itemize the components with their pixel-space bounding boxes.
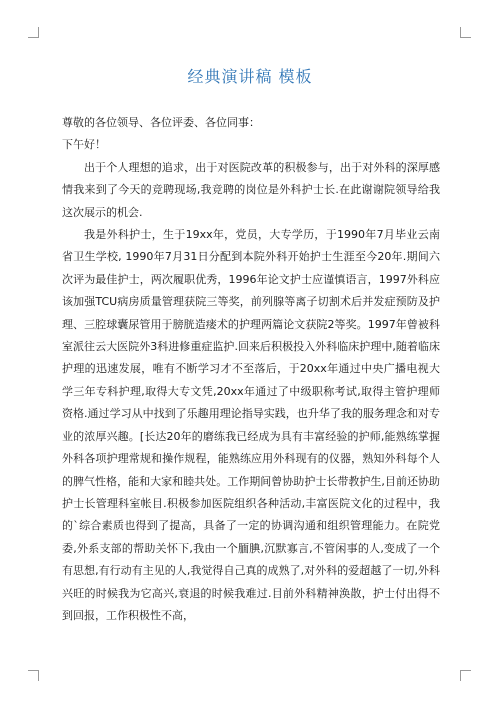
paragraph: 出于个人理想的追求，出于对医院改革的积极参与，出于对外科的深厚感情我来到了今天的竞聘现场,我竞聘的岗位是外科护士长.在此谢谢院领导给我这次展示的机会. bbox=[62, 160, 440, 219]
document-body bbox=[62, 112, 440, 627]
crop-mark-bottom-right bbox=[460, 670, 471, 681]
crop-mark-top-right bbox=[460, 27, 471, 38]
paragraph: 我是外科护士，生于19xx年，党员，大专学历，于1990年7月毕业云南省卫生学校, 1990年7月31日分配到本院外科开始护士生涯至今20年.期间六次评为最佳护士，两次履职优秀，1996年论文护士应谨慎语言，1997外科应该加强TCU病房质量管理获院三等奖，前列腺等离子切割术后并发症预防及护理、三腔球囊尿管用于膀胱造瘘术的护理两篇论文获院2等奖。1997年曾被科室派往云大医院外3科进修重症监护.回来后积极投入外科临床护理中,随着临床护理的迅速发展，唯有不断学习才不至落后，于20xx年通过中央广播电视大学三年专科护理,取得大专文凭,20xx年通过了中级职称考试,取得主管护理师资格.通过学习从中找到了乐趣用理论指导实践，也升华了我的服务理念和对专业的浓厚兴趣。[长达20年的磨练我已经成为具有丰富经验的护师,能熟练掌握外科各项护理常规和操作规程，能熟练应用外科现有的仪器，熟知外科每个人的脾气性格，能和大家和睦共处。工作期间曾协助护士长带教护生,目前还协助护士长管理科室帐目.积极参加医院组织各种活动,丰富医院文化的过程中，我的`综合素质也得到了提高，具备了一定的协调沟通和组织管理能力。在院党委,外系支部的帮助关怀下,我由一个腼腆,沉默寡言,不管闲事的人,变成了一个有思想,有行动有主见的人,我觉得自己真的成熟了,对外科的爱超越了一切,外科兴旺的时候我为它高兴,衰退的时候我难过.目前外科精神涣散，护士付出得不到回报，工作积极性不高， bbox=[62, 228, 440, 622]
crop-mark-bottom-left bbox=[28, 670, 39, 681]
greeting: 下午好！ bbox=[62, 138, 106, 152]
salutation: 尊敬的各位领导、各位评委、各位同事： bbox=[62, 116, 260, 129]
crop-mark-top-left bbox=[28, 27, 39, 38]
document-title: 经典演讲稿 模板 bbox=[187, 67, 313, 86]
